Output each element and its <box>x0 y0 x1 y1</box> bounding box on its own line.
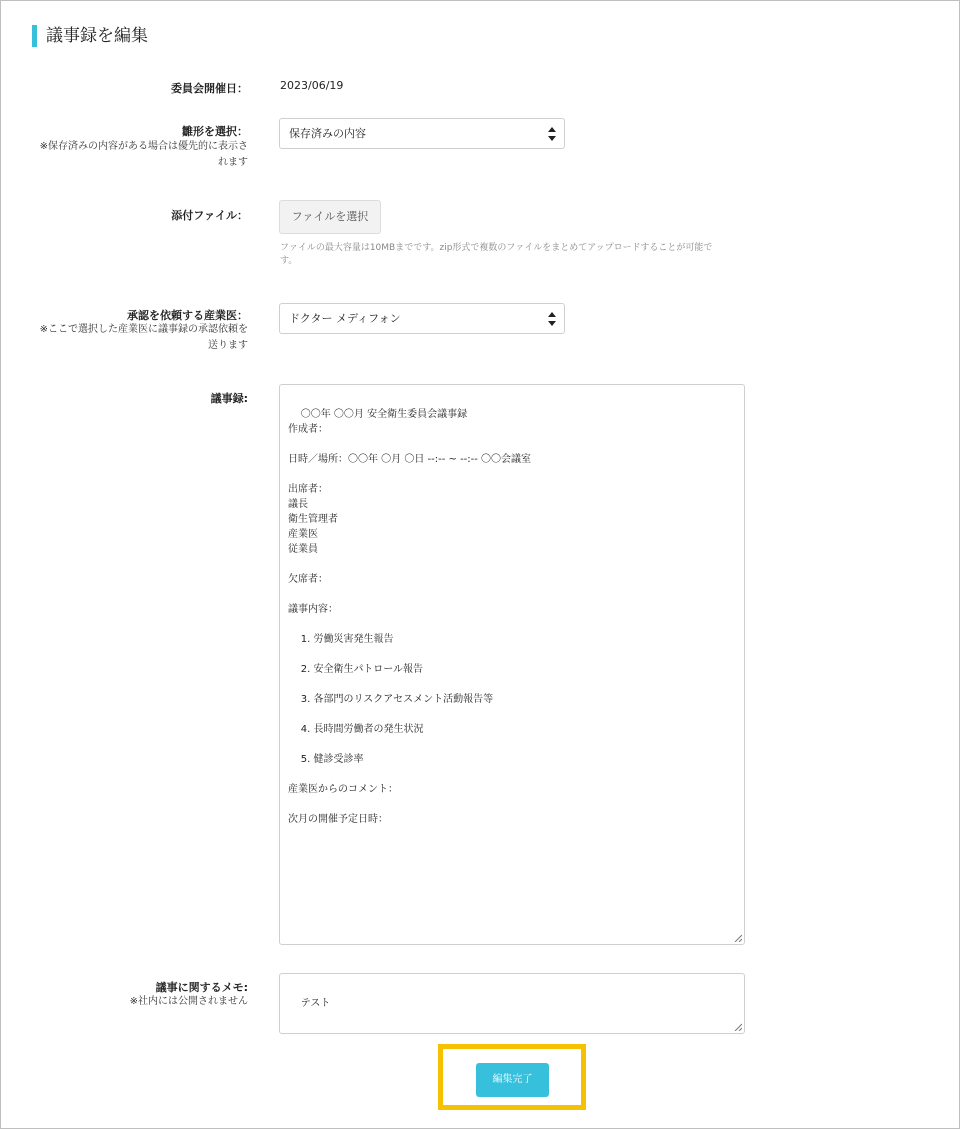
resize-grip-icon[interactable] <box>734 934 742 942</box>
submit-edit-button[interactable]: 編集完了 <box>476 1063 549 1097</box>
attachment-label: 添付ファイル： <box>171 209 248 222</box>
doctor-select-value: ドクター メディフォン <box>289 312 401 325</box>
template-note-line: れます <box>218 157 248 168</box>
resize-grip-icon[interactable] <box>734 1023 742 1031</box>
template-label: 雛形を選択： <box>182 125 248 138</box>
choose-file-button[interactable]: ファイルを選択 <box>279 200 381 234</box>
meeting-date-label: 委員会開催日： <box>171 82 248 95</box>
attachment-help-line: す。 <box>280 256 298 266</box>
doctor-note-line: ※ここで選択した産業医に議事録の承認依頼を <box>39 324 248 335</box>
page-title: 議事録を編集 <box>32 25 148 47</box>
template-select[interactable] <box>279 118 565 149</box>
meeting-date-value: 2023/06/19 <box>280 79 344 92</box>
doctor-label: 承認を依頼する産業医： <box>127 309 248 322</box>
select-arrows-icon <box>548 127 556 141</box>
template-note-line: ※保存済みの内容がある場合は優先的に表示さ <box>39 141 248 152</box>
select-arrows-icon <box>548 312 556 326</box>
memo-note: ※社内には公開されません <box>129 996 248 1007</box>
minutes-label: 議事録: <box>210 392 248 405</box>
template-note <box>40 139 248 171</box>
attachment-help <box>280 242 750 268</box>
memo-text: テスト <box>300 998 331 1009</box>
attachment-help-line: ファイルの最大容量は10MBまでです。zip形式で複数のファイルをまとめてアップロードすることが可能で <box>280 243 713 253</box>
minutes-text: 〇〇年 〇〇月 安全衛生委員会議事録 作成者： 日時／場所：〇〇年 〇月 〇日 --:-- ~ --:-- 〇〇会議室 出席者： 議長 衛生管理者 産業医 従業員 欠席者： 議事内容： 1. 労働災害発生報告 2. 安全衛生パトロール報告 3. 各部門のリスクアセスメント活動報告等 4. 長時間労働者の発生状況 5. 健診受診率 産業医からのコメント： 次月の開催予定日時： <box>288 409 532 825</box>
minutes-textarea[interactable] <box>279 384 745 945</box>
memo-textarea[interactable] <box>279 973 745 1034</box>
template-select-value: 保存済みの内容 <box>289 127 366 140</box>
doctor-select[interactable] <box>279 303 565 334</box>
doctor-note-line: 送ります <box>208 340 248 351</box>
memo-label: 議事に関するメモ: <box>155 981 248 994</box>
doctor-note <box>40 322 248 354</box>
